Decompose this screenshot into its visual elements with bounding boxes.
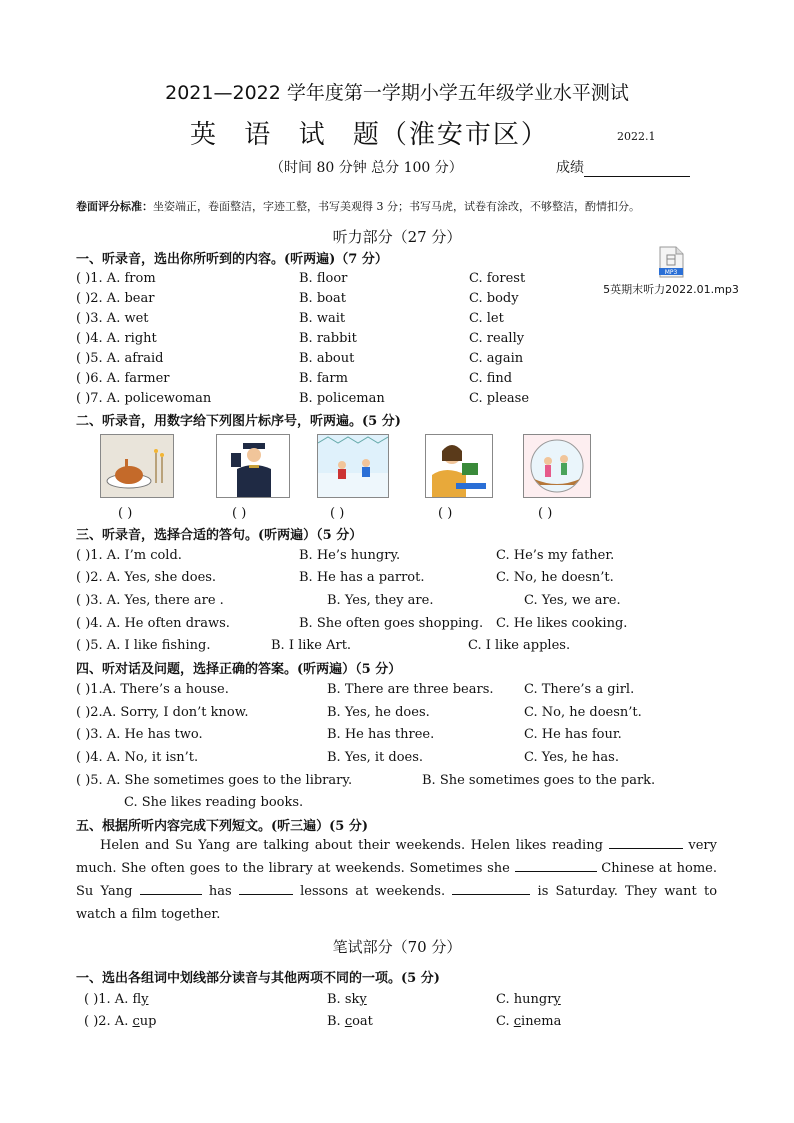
exam-subject-title: 英 语 试 题（淮安市区）	[190, 120, 549, 150]
writing-part1-heading: 一、选出各组词中划线部分读音与其他两项不同的一项。(5 分)	[76, 971, 440, 986]
listening-part2-heading: 二、听录音，用数字给下列图片标序号，听两遍。(5 分)	[76, 414, 401, 429]
option-b: B. He’s hungry.	[299, 548, 401, 563]
option-c: C. She likes reading books.	[124, 795, 304, 810]
option-b: B. Yes, it does.	[327, 750, 424, 765]
option-c: C. He likes cooking.	[496, 616, 628, 631]
option-c: C. I like apples.	[468, 638, 571, 653]
option-c: C. cinema	[496, 1014, 562, 1029]
picture-woman-reading	[425, 434, 493, 498]
listening-part4-heading: 四、听对话及问题，选择正确的答案。(听两遍）（5 分）	[76, 662, 402, 677]
question-stem: ( )5. A. afraid	[76, 351, 164, 366]
option-a: ( )1.A. There’s a house.	[76, 682, 229, 697]
audio-attachment[interactable]	[596, 246, 746, 297]
answer-blank[interactable]	[452, 882, 530, 895]
listening-part1-heading: 一、听录音，选出你所听到的内容。(听两遍)（7 分）	[76, 252, 388, 267]
svg-text:MP3: MP3	[664, 269, 678, 276]
option-b: B. There are three bears.	[327, 682, 494, 697]
ice-skating-icon	[318, 435, 388, 497]
option-c: C. please	[469, 391, 530, 406]
picture-policeman	[216, 434, 290, 498]
option-b: B. sky	[327, 992, 367, 1007]
option-a: ( )5. A. She sometimes goes to the library.	[76, 773, 353, 788]
picture-answer-paren[interactable]: ( )	[330, 506, 345, 521]
option-c: C. Yes, he has.	[524, 750, 619, 765]
answer-blank[interactable]	[515, 859, 597, 872]
roast-turkey-icon	[101, 435, 173, 497]
answer-blank[interactable]	[140, 882, 202, 895]
option-c: C. forest	[469, 271, 526, 286]
option-c: C. There’s a girl.	[524, 682, 635, 697]
option-c: C. again	[469, 351, 524, 366]
policeman-icon	[217, 435, 289, 497]
answer-blank[interactable]	[609, 836, 683, 849]
exam-title: 2021—2022 学年度第一学期小学五年级学业水平测试	[165, 82, 629, 104]
mp3-file-icon	[656, 246, 686, 278]
question-stem: ( )2. A. cup	[84, 1014, 157, 1029]
picture-answer-paren[interactable]: ( )	[118, 506, 133, 521]
picture-dinner	[100, 434, 174, 498]
option-a: ( )4. A. No, it isn’t.	[76, 750, 199, 765]
woman-reading-icon	[426, 435, 492, 497]
children-boat-icon	[524, 435, 590, 497]
question-stem: ( )7. A. policewoman	[76, 391, 212, 406]
option-a: ( )5. A. I like fishing.	[76, 638, 211, 653]
option-c: C. He has four.	[524, 727, 622, 742]
question-stem: ( )1. A. from	[76, 271, 156, 286]
option-c: C. Yes, we are.	[524, 593, 621, 608]
option-c: C. find	[469, 371, 513, 386]
picture-answer-paren[interactable]: ( )	[232, 506, 247, 521]
option-c: C. He’s my father.	[496, 548, 615, 563]
option-b: B. Yes, they are.	[327, 593, 434, 608]
option-c: C. body	[469, 291, 519, 306]
option-b: B. He has three.	[327, 727, 435, 742]
option-b: B. Yes, he does.	[327, 705, 430, 720]
option-b: B. floor	[299, 271, 348, 286]
picture-boating	[523, 434, 591, 498]
option-b: B. He has a parrot.	[299, 570, 425, 585]
picture-answer-paren[interactable]: ( )	[438, 506, 453, 521]
option-a: ( )2. A. Yes, she does.	[76, 570, 217, 585]
option-b: B. boat	[299, 291, 346, 306]
question-stem: ( )2. A. bear	[76, 291, 155, 306]
option-b: B. farm	[299, 371, 348, 386]
option-b: B. coat	[327, 1014, 373, 1029]
listening-part5-heading: 五、根据所听内容完成下列短文。(听三遍）(5 分)	[76, 819, 369, 834]
time-score-info: （时间 80 分钟 总分 100 分）	[270, 160, 463, 176]
listening-part3-heading: 三、听录音，选择合适的答句。(听两遍）（5 分）	[76, 528, 363, 543]
option-c: C. let	[469, 311, 504, 326]
option-b: B. wait	[299, 311, 346, 326]
exam-date: 2022.1	[617, 130, 656, 143]
grading-rule: 卷面评分标准：坐姿端正，卷面整洁，字迹工整，书写美观得 3 分；书写马虎，试卷有涂改，不够整洁，酌情扣分。	[76, 200, 640, 213]
option-b: B. about	[299, 351, 355, 366]
option-a: ( )3. A. Yes, there are .	[76, 593, 224, 608]
score-field: 成绩	[556, 157, 690, 177]
option-b: B. I like Art.	[271, 638, 352, 653]
question-stem: ( )3. A. wet	[76, 311, 149, 326]
audio-filename: 5英期末听力2022.01.mp3	[603, 283, 739, 296]
option-c: C. really	[469, 331, 525, 346]
option-c: C. hungry	[496, 992, 561, 1007]
option-b: B. rabbit	[299, 331, 357, 346]
fill-in-passage: Helen and Su Yang are talking about their weekends. Helen likes reading very much. She often goes to the library at weekends. Sometimes she Chinese at home. Su Yang has lessons at weekends. is Saturday. They want to watch a film together.	[76, 838, 718, 922]
option-b: B. She often goes shopping.	[299, 616, 484, 631]
picture-answer-paren[interactable]: ( )	[538, 506, 553, 521]
option-a: ( )4. A. He often draws.	[76, 616, 230, 631]
picture-skating	[317, 434, 389, 498]
option-c: C. No, he doesn’t.	[524, 705, 642, 720]
question-stem: ( )1. A. fly	[84, 992, 149, 1007]
option-a: ( )3. A. He has two.	[76, 727, 203, 742]
question-stem: ( )6. A. farmer	[76, 371, 170, 386]
score-blank[interactable]	[584, 162, 690, 177]
option-a: ( )1. A. I’m cold.	[76, 548, 182, 563]
option-c: C. No, he doesn’t.	[496, 570, 614, 585]
writing-section-title: 笔试部分（70 分）	[332, 938, 462, 956]
question-stem: ( )4. A. right	[76, 331, 157, 346]
option-b: B. policeman	[299, 391, 385, 406]
option-b: B. She sometimes goes to the park.	[422, 773, 656, 788]
option-a: ( )2.A. Sorry, I don’t know.	[76, 705, 249, 720]
answer-blank[interactable]	[239, 882, 293, 895]
listening-section-title: 听力部分（27 分）	[332, 228, 462, 246]
